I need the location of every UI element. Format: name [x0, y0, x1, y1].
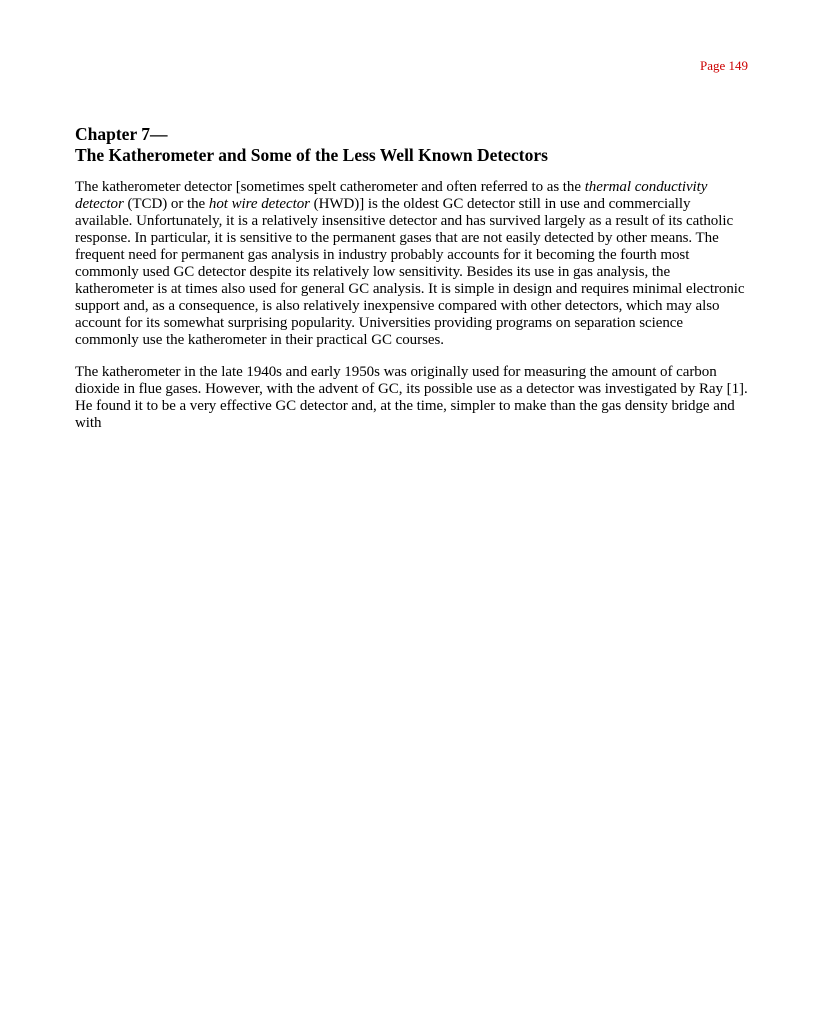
paragraph-history: The katherometer in the late 1940s and early 1950s was originally used for measuring the amount of carbon dioxide in flue gases. However, with the advent of GC, its possible use as a detector was investigated by Ray [1]. He found it to be a very effective GC detector and, at the time, simpler to make than the gas density bridge and with [75, 364, 748, 431]
paragraph-intro-text-2: (TCD) or the [123, 196, 209, 212]
chapter-heading [75, 124, 749, 166]
page-content [75, 124, 749, 447]
term-thermal-conductivity-detector: thermal conductivity detector [75, 179, 708, 212]
paragraph-intro-text-1: The katherometer detector [sometimes spelt catherometer and often referred to as the [75, 179, 585, 195]
page-number: Page 149 [699, 58, 748, 73]
chapter-number: Chapter 7— [75, 124, 168, 144]
paragraph-intro-text-3: (HWD)] is the oldest GC detector still in use and commercially available. Unfortunately, it is a relatively insensitive detector and has survived largely as a result of its catholic response. In particular, it is sensitive to the permanent gases that are not easily detected by other means. The frequent need for permanent gas analysis in industry probably accounts for it becoming the fourth most commonly used GC detector despite its relatively low sensitivity. Besides its use in gas analysis, the katherometer is at times also used for general GC analysis. It is simple in design and requires minimal electronic support and, as a consequence, is also relatively inexpensive compared with other detectors, which may also account for its somewhat surprising popularity. Universities providing programs on separation science commonly use the katherometer in their practical GC courses. [75, 196, 745, 348]
chapter-title: The Katherometer and Some of the Less Well Known Detectors [75, 145, 548, 165]
paragraph-intro [75, 179, 749, 349]
term-hot-wire-detector: hot wire detector [208, 196, 310, 212]
